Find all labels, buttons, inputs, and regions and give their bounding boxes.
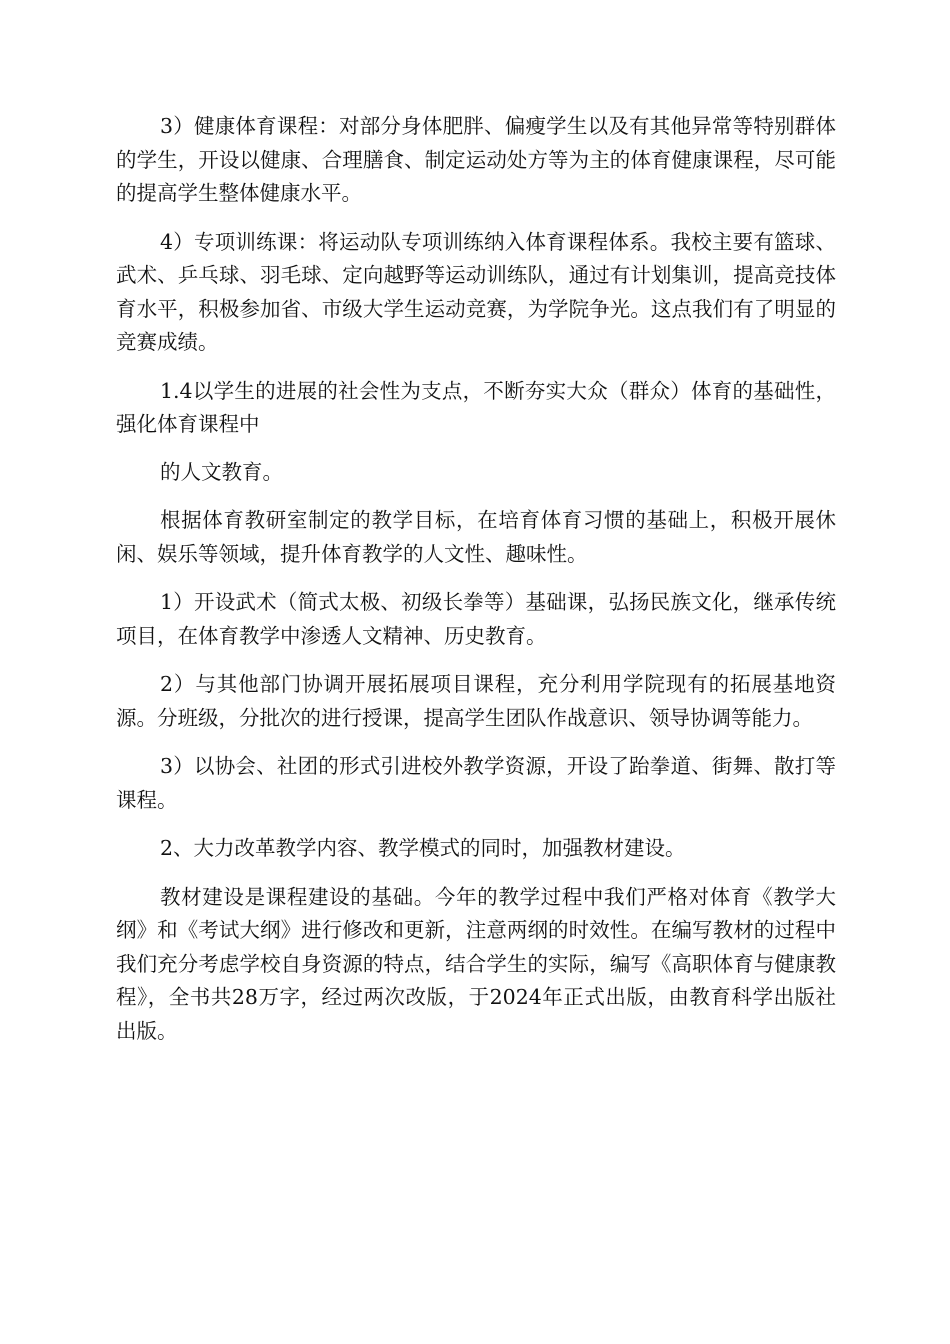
paragraph-textbook: 教材建设是课程建设的基础。今年的教学过程中我们严格对体育《教学大纲》和《考试大纲》进行修改和更新，注意两纲的时效性。在编写教材的过程中我们充分考虑学校自身资源的特点，结合学生的实际，编写《高职体育与健康教程》，全书共28万字，经过两次改版，于2024年正式出版，由教育科学出版社出版。 xyxy=(116,884,836,1043)
paragraph-section-1-4: 1.4以学生的进展的社会性为支点，不断夯实大众（群众）体育的基础性，强化体育课程中 xyxy=(116,378,836,436)
paragraph-clubs: 3）以协会、社团的形式引进校外教学资源，开设了跆拳道、街舞、散打等课程。 xyxy=(116,754,836,812)
paragraph-section-2: 2、大力改革教学内容、教学模式的同时，加强教材建设。 xyxy=(160,836,686,860)
paragraph-section-1-4-continued: 的人文教育。 xyxy=(160,459,283,484)
paragraph-outreach-course: 2）与其他部门协调开展拓展项目课程，充分利用学院现有的拓展基地资源。分班级，分批次的进行授课，提高学生团队作战意识、领导协调等能力。 xyxy=(116,672,836,730)
paragraph-martial-arts: 1）开设武术（简式太极、初级长拳等）基础课，弘扬民族文化，继承传统项目，在体育教学中渗透人文精神、历史教育。 xyxy=(116,590,836,648)
paragraph-special-training: 4）专项训练课：将运动队专项训练纳入体育课程体系。我校主要有篮球、武术、乒乓球、羽毛球、定向越野等运动训练队，通过有计划集训，提高竞技体育水平，积极参加省、市级大学生运动竞赛，为学院争光。这点我们有了明显的竞赛成绩。 xyxy=(116,229,836,354)
paragraph-health-course: 3）健康体育课程：对部分身体肥胖、偏瘦学生以及有其他异常等特别群体的学生，开设以健康、合理膳食、制定运动处方等为主的体育健康课程，尽可能的提高学生整体健康水平。 xyxy=(116,114,836,205)
document-body xyxy=(116,110,836,1063)
paragraph-teaching-goal: 根据体育教研室制定的教学目标，在培育体育习惯的基础上，积极开展休闲、娱乐等领域，提升体育教学的人文性、趣味性。 xyxy=(116,508,836,566)
